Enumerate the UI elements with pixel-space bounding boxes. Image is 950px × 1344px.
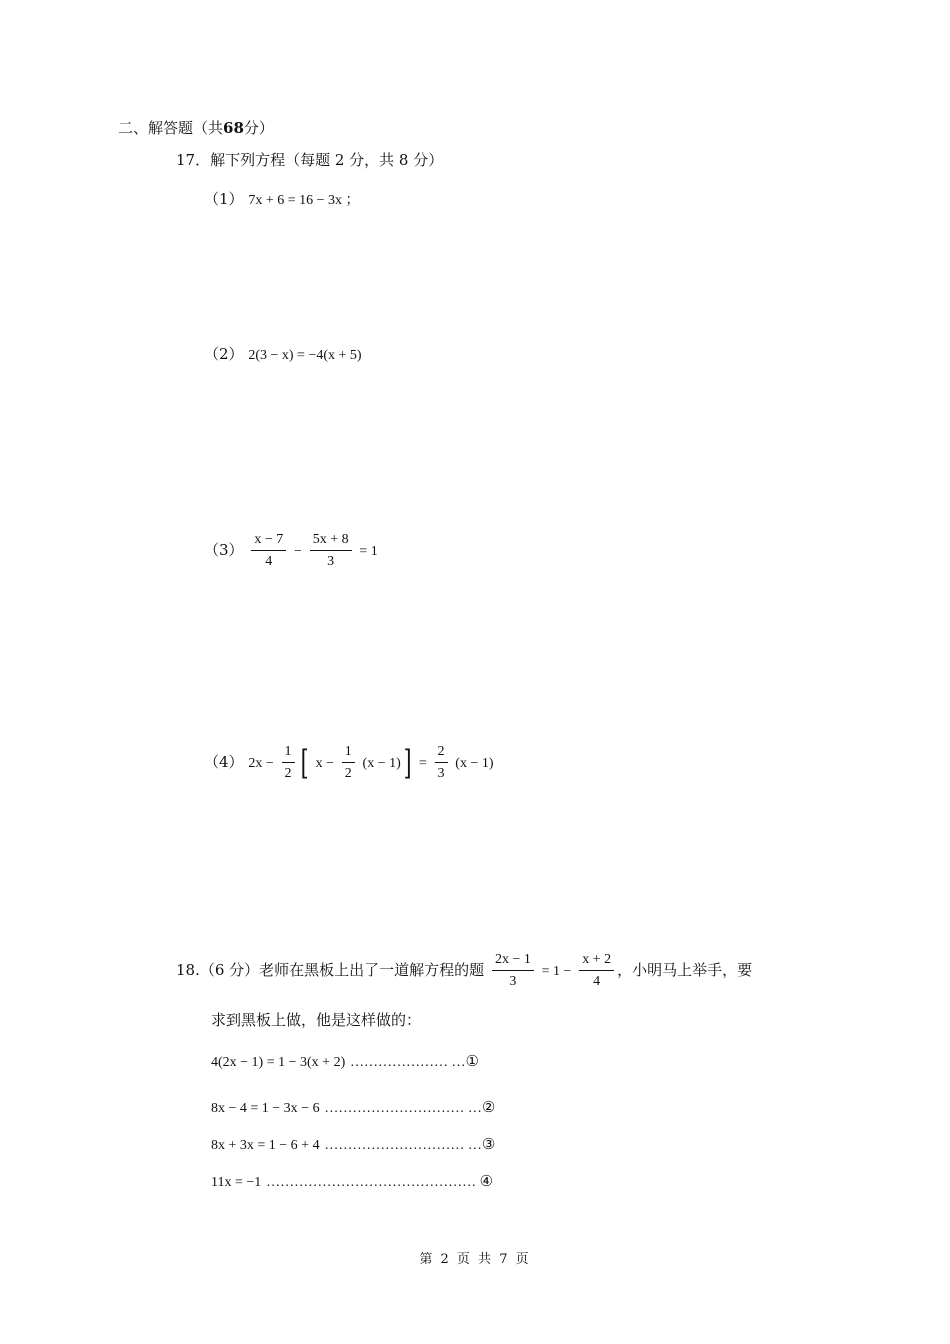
part-label: （3） [204,541,244,559]
denominator: 3 [327,554,335,569]
page-footer: 第 2 页 共 7 页 [419,1252,531,1267]
denominator: 3 [437,766,445,781]
numerator: 2 [435,744,448,763]
denominator: 2 [284,766,292,781]
leader-dots: ………………… … [350,1055,466,1070]
step-equation: 11x = −1 [211,1175,262,1190]
fraction [282,744,295,782]
step-marker: ④ [479,1172,494,1190]
leader-dots: ………………………… … [324,1101,482,1116]
numerator: x + 2 [579,952,614,971]
denominator: 4 [265,554,273,569]
step-equation: 8x + 3x = 1 − 6 + 4 [211,1138,320,1153]
solution-step [211,1097,495,1119]
section-points: 68 [223,119,244,137]
part-label: （2） [204,345,244,363]
equals: = [418,756,427,771]
rhs: = 1 [359,544,378,559]
numerator: 2x − 1 [492,952,534,971]
fraction [251,532,286,570]
operator: − [294,544,302,559]
step-equation: 4(2x − 1) = 1 − 3(x + 2) [211,1055,346,1070]
q17-part4 [204,744,494,782]
equation: 7x + 6 = 16 − 3x ； [248,193,360,208]
q18-intro [176,952,752,990]
step-marker: ② [481,1098,496,1116]
numerator: 5x + 8 [310,532,352,551]
fraction [342,744,355,782]
q18-intro-continued: 求到黑板上做，他是这样做的： [211,1011,422,1029]
numerator: 1 [342,744,355,763]
denominator: 3 [509,974,517,989]
q17-part1 [204,189,360,211]
solution-step [211,1134,495,1156]
step-marker: ① [465,1052,479,1070]
fraction [435,744,448,782]
denominator: 4 [593,974,601,989]
q17-title: 17．解下列方程（每题 2 分，共 8 分） [176,151,444,169]
q17-part2 [204,344,362,366]
leader-dots: ……………………………………… [266,1175,480,1190]
section-suffix: 分） [243,119,274,137]
fraction [579,952,614,990]
part-label: （1） [204,190,244,208]
step-marker: ③ [481,1135,496,1153]
tail-term: (x − 1) [455,756,494,771]
equals: = 1 − [541,964,572,979]
left-bracket: [ [300,743,309,783]
q18-intro-text: ，小明马上举手，要 [617,961,753,979]
fraction [310,532,352,570]
part-label: （4） [204,753,244,771]
inner-term: x − [315,756,334,771]
equation: 2(3 − x) = −4(x + 5) [248,348,362,363]
denominator: 2 [344,766,352,781]
solution-step [211,1171,493,1193]
inner-term: (x − 1) [362,756,401,771]
solution-step [211,1051,479,1073]
leader-dots: ………………………… … [324,1138,482,1153]
q17-part3 [204,532,378,570]
q18-intro-text: 18.（6 分）老师在黑板上出了一道解方程的题 [176,961,485,979]
step-equation: 8x − 4 = 1 − 3x − 6 [211,1101,320,1116]
right-bracket: ] [403,743,412,783]
lead-term: 2x − [248,756,274,771]
numerator: x − 7 [251,532,286,551]
section-heading [118,118,274,138]
section-prefix: 二、解答题（共 [118,119,224,137]
fraction [492,952,534,990]
numerator: 1 [282,744,295,763]
